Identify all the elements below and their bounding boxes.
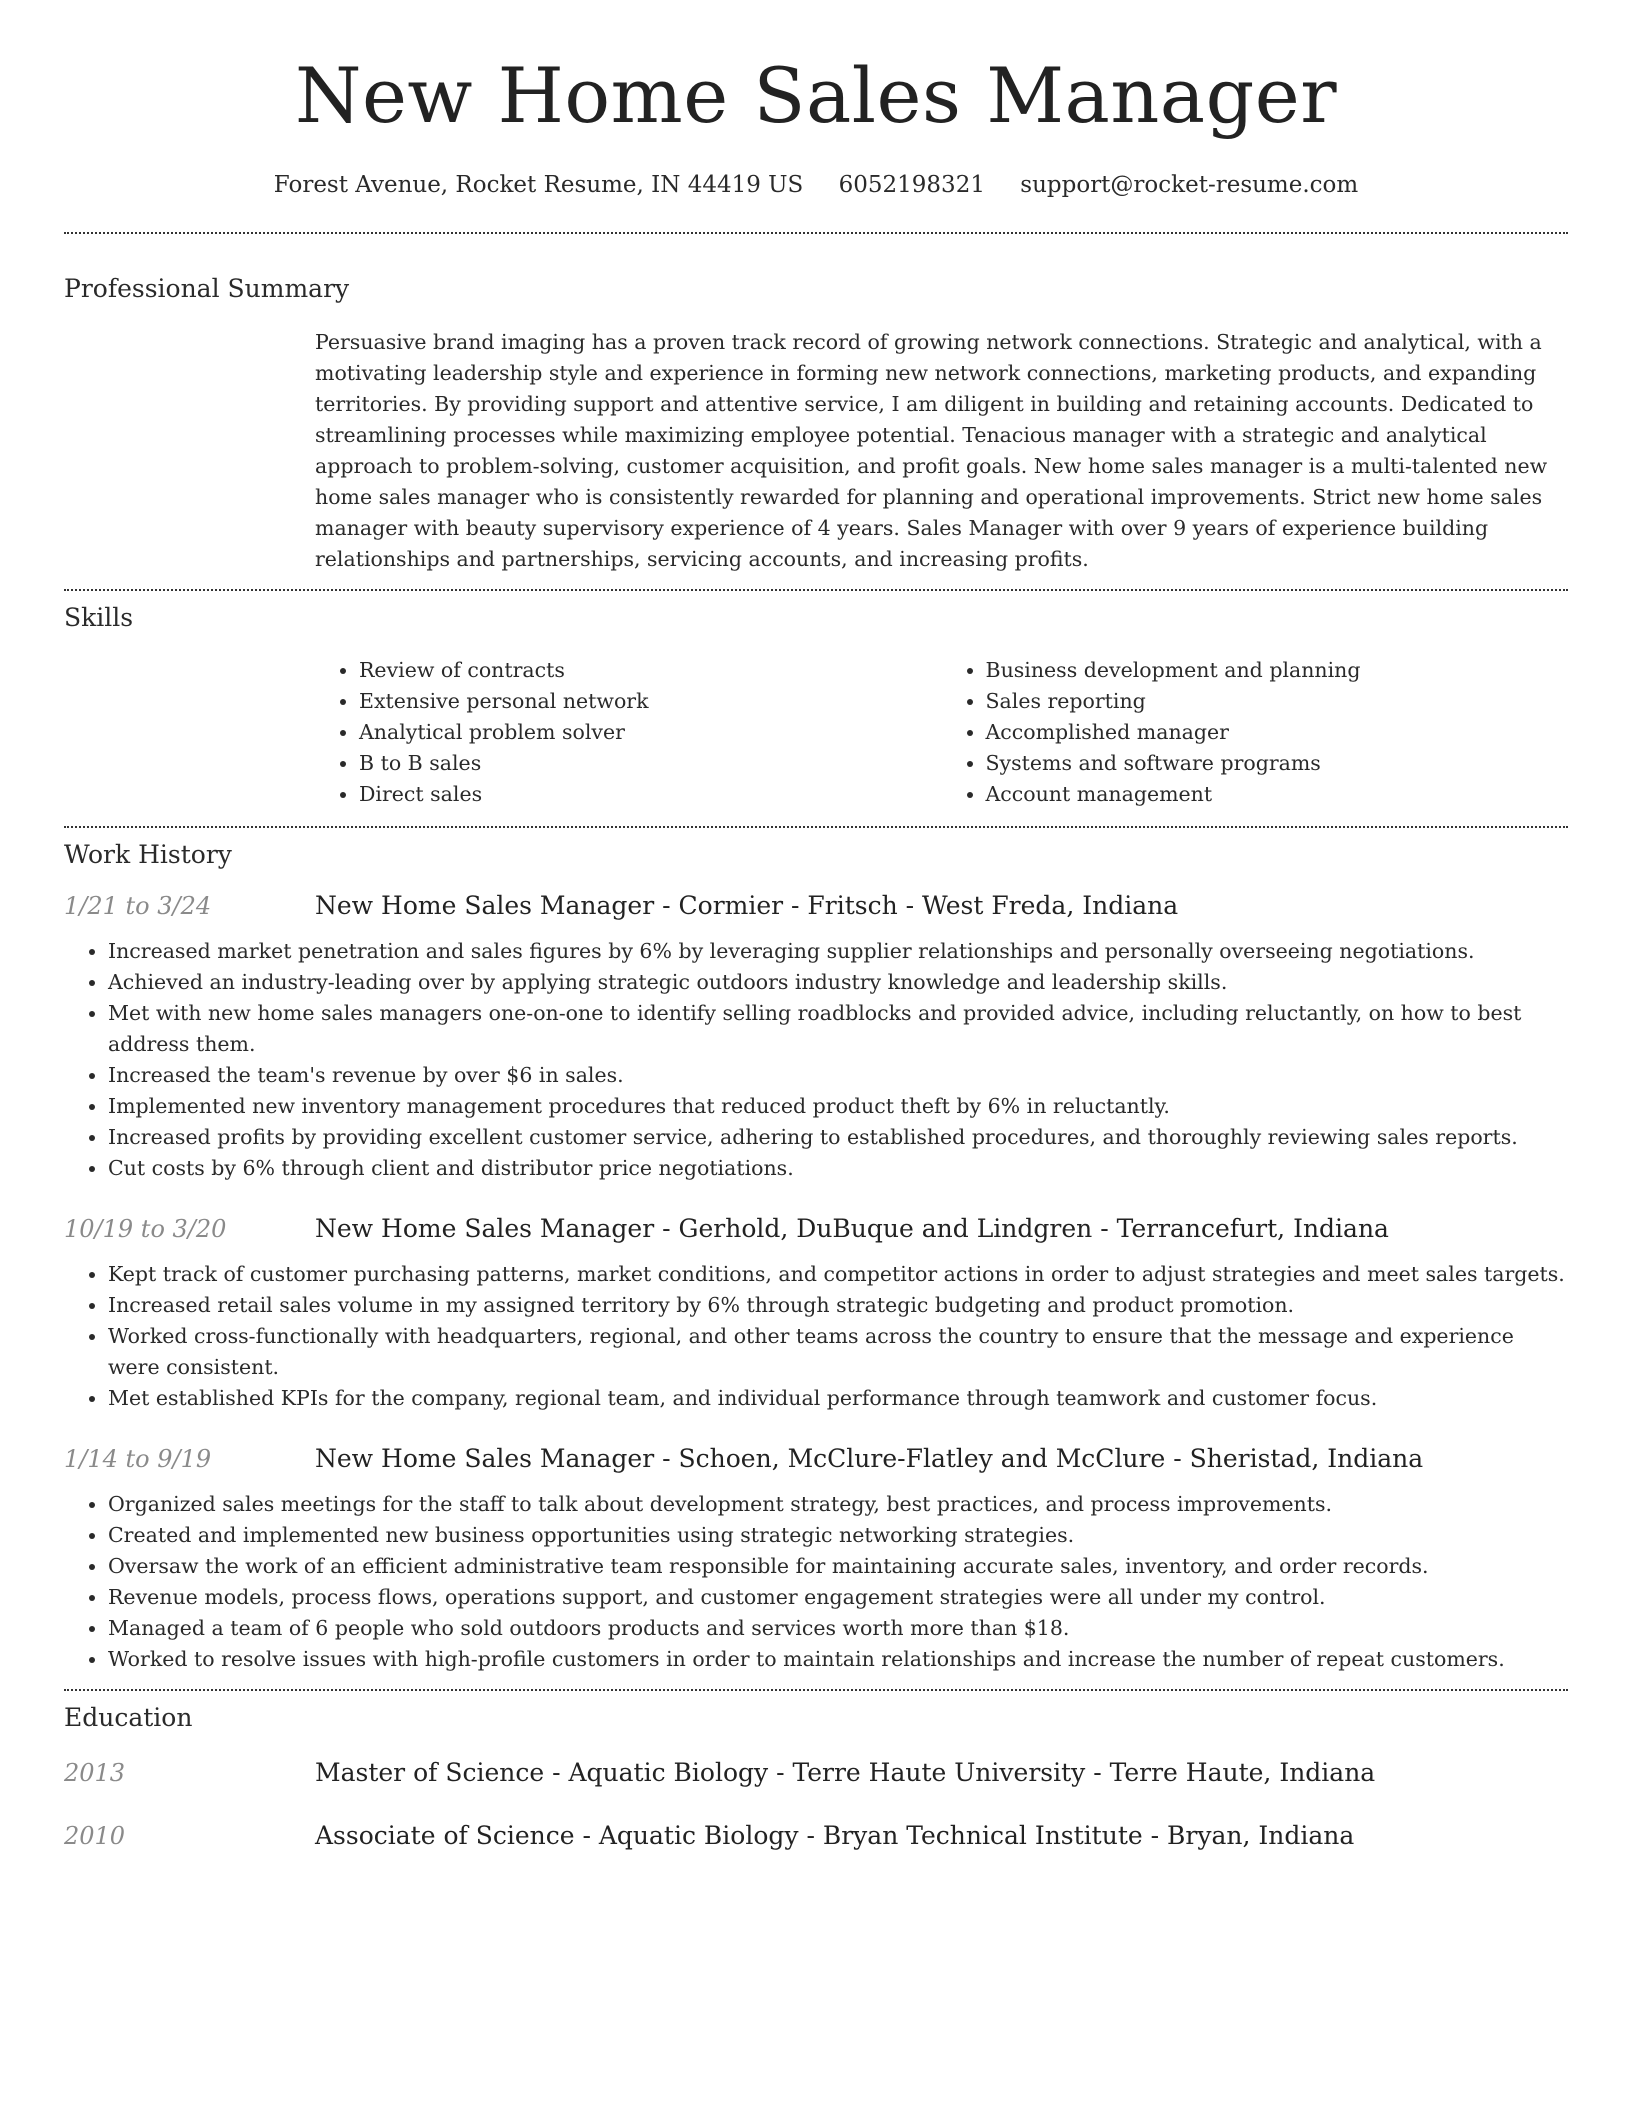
- education-item: [64, 1758, 1568, 1787]
- job-bullet: • Increased profits by providing excellent customer service, adhering to established procedures, and thoroughly reviewing sales reports.: [108, 1122, 1568, 1153]
- job-dates: 1/21 to 3/24: [64, 892, 212, 920]
- job-bullet: • Increased the team's revenue by over $6 in sales.: [108, 1060, 1568, 1091]
- skill-item: • Sales reporting: [986, 686, 1569, 717]
- divider-skills: [64, 826, 1568, 828]
- job-entry: [64, 1214, 1568, 1414]
- skill-item: • Review of contracts: [359, 655, 942, 686]
- job-bullet: • Cut costs by 6% through client and distributor price negotiations.: [108, 1153, 1568, 1184]
- job-bullet: • Revenue models, process flows, operations support, and customer engagement strategies were all under my control.: [108, 1582, 1568, 1613]
- job-dates: 1/14 to 9/19: [64, 1445, 212, 1473]
- job-bullet: • Implemented new inventory management procedures that reduced product theft by 6% in reluctantly.: [108, 1091, 1568, 1122]
- job-header: [64, 891, 1568, 920]
- job-header: [64, 1214, 1568, 1243]
- contact-address: Forest Avenue, Rocket Resume, IN 44419 US: [273, 172, 804, 198]
- skills-list: [315, 655, 1568, 810]
- job-bullet: • Achieved an industry-leading over by applying strategic outdoors industry knowledge and leadership skills.: [108, 967, 1568, 998]
- skill-item: • Business development and planning: [986, 655, 1569, 686]
- divider-work: [64, 1689, 1568, 1691]
- job-bullet: • Organized sales meetings for the staff to talk about development strategy, best practices, and process improvements.: [108, 1489, 1568, 1520]
- job-title: New Home Sales Manager - Cormier - Fritsch - West Freda, Indiana: [315, 891, 1179, 920]
- skill-item: • B to B sales: [359, 748, 942, 779]
- education-degree: Associate of Science - Aquatic Biology - Bryan Technical Institute - Bryan, Indiana: [315, 1821, 1355, 1850]
- job-bullet: • Created and implemented new business opportunities using strategic networking strategies.: [108, 1520, 1568, 1551]
- skills-column-left: [315, 655, 942, 810]
- contact-email: support@rocket-resume.com: [1020, 172, 1359, 198]
- job-bullets: [64, 936, 1568, 1184]
- job-bullet: • Worked cross-functionally with headquarters, regional, and other teams across the country to ensure that the message and experience were consistent.: [108, 1321, 1568, 1383]
- skill-item: • Account management: [986, 779, 1569, 810]
- section-title-skills: Skills: [64, 603, 134, 632]
- job-bullets: [64, 1489, 1568, 1675]
- section-title-summary: Professional Summary: [64, 274, 350, 303]
- job-bullet: • Increased market penetration and sales figures by 6% by leveraging supplier relationships and personally overseeing negotiations.: [108, 936, 1568, 967]
- job-title: New Home Sales Manager - Gerhold, DuBuque and Lindgren - Terrancefurt, Indiana: [315, 1214, 1389, 1243]
- education-year: 2013: [64, 1759, 126, 1787]
- skill-item: • Accomplished manager: [986, 717, 1569, 748]
- job-bullet: • Oversaw the work of an efficient administrative team responsible for maintaining accurate sales, inventory, and order records.: [108, 1551, 1568, 1582]
- education-degree: Master of Science - Aquatic Biology - Terre Haute University - Terre Haute, Indiana: [315, 1758, 1376, 1787]
- contact-line: [64, 172, 1568, 198]
- summary-text: Persuasive brand imaging has a proven track record of growing network connections. Strategic and analytical, with a motivating leadership style and experience in forming new network connections, marketing products, and expanding territories. By providing support and attentive service, I am diligent in building and retaining accounts. Dedicated to streamlining processes while maximizing employee potential. Tenacious manager with a strategic and analytical approach to problem-solving, customer acquisition, and profit goals. New home sales manager is a multi-talented new home sales manager who is consistently rewarded for planning and operational improvements. Strict new home sales manager with beauty supervisory experience of 4 years. Sales Manager with over 9 years of experience building relationships and partnerships, servicing accounts, and increasing profits.: [315, 330, 1548, 571]
- job-dates: 10/19 to 3/20: [64, 1215, 227, 1243]
- section-title-education: Education: [64, 1703, 193, 1732]
- divider-summary: [64, 589, 1568, 591]
- skill-item: • Analytical problem solver: [359, 717, 942, 748]
- skill-item: • Extensive personal network: [359, 686, 942, 717]
- education-year: 2010: [64, 1822, 126, 1850]
- job-bullet: • Met with new home sales managers one-on-one to identify selling roadblocks and provided advice, including reluctantly, on how to best address them.: [108, 998, 1568, 1060]
- job-entry: [64, 891, 1568, 1184]
- job-bullet: • Increased retail sales volume in my assigned territory by 6% through strategic budgeting and product promotion.: [108, 1290, 1568, 1321]
- resume-name: New Home Sales Manager: [294, 51, 1338, 140]
- job-bullet: • Worked to resolve issues with high-profile customers in order to maintain relationships and increase the number of repeat customers.: [108, 1644, 1568, 1675]
- job-bullets: [64, 1259, 1568, 1414]
- skill-item: • Systems and software programs: [986, 748, 1569, 779]
- job-title: New Home Sales Manager - Schoen, McClure-Flatley and McClure - Sheristad, Indiana: [315, 1444, 1424, 1473]
- divider-header: [64, 232, 1568, 234]
- job-bullet: • Kept track of customer purchasing patterns, market conditions, and competitor actions in order to adjust strategies and meet sales targets.: [108, 1259, 1568, 1290]
- resume-page: [64, 0, 1568, 1850]
- job-entry: [64, 1444, 1568, 1675]
- contact-phone: 6052198321: [838, 172, 985, 198]
- job-bullet: • Managed a team of 6 people who sold outdoors products and services worth more than $18.: [108, 1613, 1568, 1644]
- section-title-work: Work History: [64, 840, 232, 869]
- job-header: [64, 1444, 1568, 1473]
- skills-column-right: [942, 655, 1569, 810]
- job-bullet: • Met established KPIs for the company, regional team, and individual performance through teamwork and customer focus.: [108, 1383, 1568, 1414]
- education-item: [64, 1821, 1568, 1850]
- skill-item: • Direct sales: [359, 779, 942, 810]
